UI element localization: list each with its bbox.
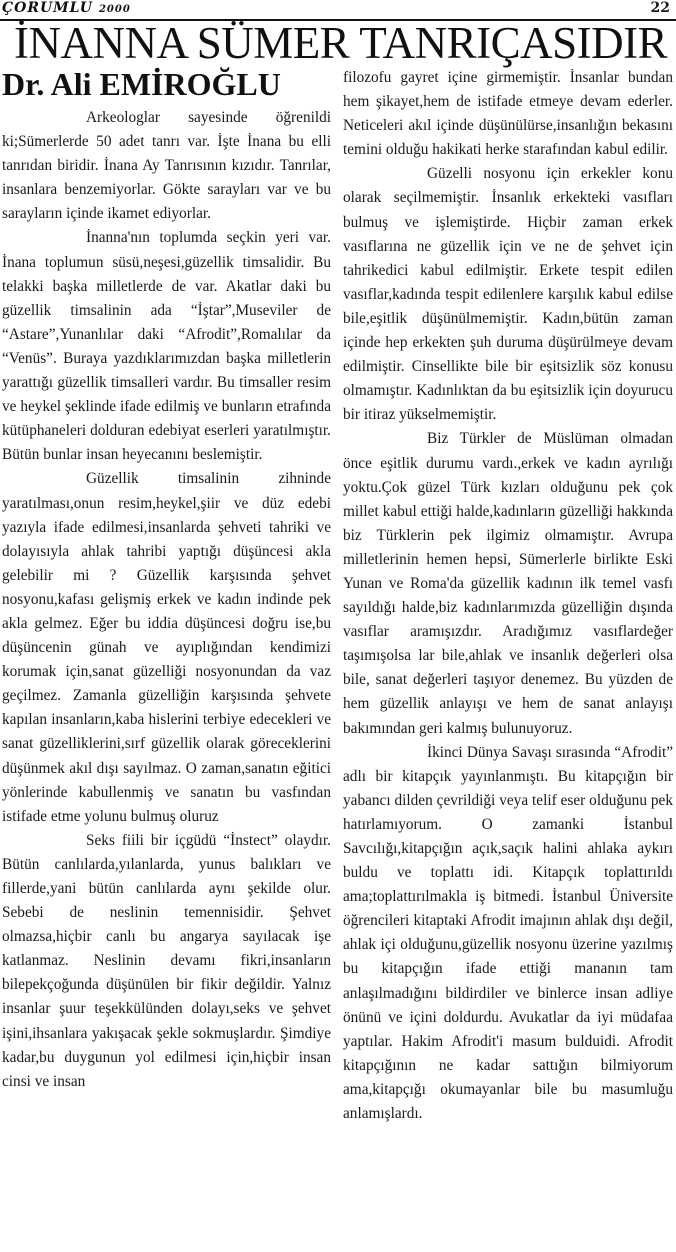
paragraph: Seks fiili bir içgüdü “İnstect” olaydır. Bütün canlılarda,yılanlarda, yunus balıkları ve fillerde,yani bütün canlılarda aynı şekilde olur. Sebebi de neslinin temennisidir. Şehvet olmazsa,hiçbir canlı bu angarya sayılacak işe katlanmaz. Neslinin devamı fikri,insanların bilepekçoğunda düşünülen bir fikir değildir. Yalnız insanlar şuur teşekkülünden dolayı,seks ve şehvet işini,ihsanlara yakışacak şekle sokmuşlardır. Şimdiye kadar,bu duygunun yol edilmesi için,hiçbir insan cinsi ve insan (2, 831, 331, 1090)
paragraph: İkinci Dünya Savaşı sırasında “Afrodit” adlı bir kitapçık yayınlanmıştı. Bu kitapçığın bir yabancı dilden çevrildiği veya telif eser olduğunu pek hatırlamıyorum. O zamanki İstanbul Savcılığı,kitapçığın açık,saçık halini ahlaka aykırı buldu ve toplattı idi. Kitapçık toplattırıldı ama;toplattırılmakla iş bitmedi. İstanbul Üniversite öğrencileri kitaptaki Afrodit imajının ahlak dışı değil, ahlak içi olduğunu,güzellik nosyonu üzerine yazılmış bu kitapçığın ifade ettiği mananın tam anlaşılmadığını bildirdiler ve binlerce insan adliye önünü ve içini doldurdu. Avukatlar da iyi müdafaa yaptılar. Hakim Afrodit'i masum bulduidi. Afrodit kitapçığının ne kadar sattığın bilmiyorum ama,kitapçığı okumayanlar bile bu masumluğu anlamışlardı. (343, 743, 673, 1123)
article-title: İNANNA SÜMER TANRIÇASIDIR (14, 18, 668, 68)
paragraph: Güzelli nosyonu için erkekler konu olarak seçilmemiştir. İnsanlık erkekteki vasıfları bulmuş ve işlemiştirde. Hiçbir zaman erkek vasıflarına ne güzellik için ve ne de şehvet için tahrikedici kabul edilmiştir. Erkete tespit edilen vasıflar,kadında tespit edilenlere karşılık kabul edilse bile,eşitlik düşünülmemiştir. Kadın,bütün zaman içinde hep erkekten şuh duruma düşürülmeye devam edilmiştir. Cinsellikte bile bir eşitsizlik söz konusu olmamıştır. Kadınlıktan da bu eşitsizlik için doyurucu bir itiraz yükselmemiştir. (343, 165, 673, 424)
paragraph: İnanna'nın toplumda seçkin yeri var. İnana toplumun süsü,neşesi,güzellik timsalidir. Bu telakki başka milletlerde de var. Akatlar daki bu güzellik timsalinin ada “İştar”,Museviler de “Astare”,Yunanlılar daki “Afrodit”,Romalılar da “Venüs”. Buraya yazdıklarımızdan başka milletlerin yarattığı güzellik timsalleri vardır. Bu timsaller resim ve heykel şeklinde ifade edilmiş ve bunların etrafında kütüphaneleri dolduran edebiyat eserleri yaratılmıştır. Bütün bunlar insan heyecanını beslemiştir. (2, 229, 331, 464)
page-number: 22 (650, 0, 670, 16)
right-column (343, 66, 673, 1126)
masthead (2, 0, 131, 16)
paragraph: Arkeologlar sayesinde öğrenildi ki;Sümerlerde 50 adet tanrı var. İşte İnana bu elli tanrıdan biridir. İnana Ay Tanrısının kızıdır. Tanrılar, insanlara benzemiyorlar. Gökte sarayları var ve bu sarayların içinde ikamet ediyorlar. (2, 109, 331, 223)
paragraph: filozofu gayret içine girmemiştir. İnsanlar bundan hem şikayet,hem de istifade etmeye devam ederler. Neticeleri akıl içinde düşünülürse,insanlığın bekasını temini olduğu hakikati herke starafından kabul edilir. (343, 69, 673, 159)
paragraph: Biz Türkler de Müslüman olmadan önce eşitlik durumu vardı.,erkek ve kadın ayrılığı yoktu.Çok güzel Türk kızları olduğunu pek çok millet kabul ettiği halde,kadınların güzelliği hakkında biz Türklerin pek ilgimiz olmamıştır. Avrupa milletlerinin hemen hepsi, Sümerlerle birlikte Eski Yunan ve Roma'da güzellik kadının ilk temel vasfı sayıldığı halde,biz kadınlarımızda güzelliğin dışında vasıflar aramışızdır. Aradığımız vasıflardeğer taşımışolsa lar bile,ahlak ve insanlık değerleri olsa bile, sanat değerleri taşıyor denemez. Bu yüzden de hem güzellik anlayışı ve hem de sanat anlayışı bakımından geri kalmış bulunuyoruz. (343, 430, 673, 737)
left-column (2, 106, 331, 1094)
masthead-name: ÇORUMLU (2, 0, 93, 16)
paragraph: Güzellik timsalinin zihninde yaratılması,onun resim,heykel,şiir ve düz edebi yazıyla ifade edilmesi,insanlarda şehveti tahriki ve dolayısıyla ahlak tahribi yaptığı düşüncesi akla gelebilir mi ? Güzellik karşısında şehvet nosyonu,kafası gelişmiş erkek ve kadın indinde pek akla gelmez. Eğer bu iddia düşüncesi doğru ise,bu düşüncenin günah ve ayıplığından kendimizi korumak için,sanat güzelliği nosyonundan da vaz geçilmez. Zamanla güzelliğin karşısında şehvete kapılan insanların,kaba hislerini terbiye edecekleri ve sanat güzelliklerini,sırf güzellik olarak göreceklerini düşünmek akıl dışı sayılmaz. O zaman,sanatın eğitici yönlerinde kabullenmiş ve sanatın bu vasfından istifade etme yolunu bulmuş oluruz (2, 470, 331, 825)
masthead-year: 2000 (98, 4, 131, 15)
article-author: Dr. Ali EMİROĞLU (2, 66, 281, 102)
